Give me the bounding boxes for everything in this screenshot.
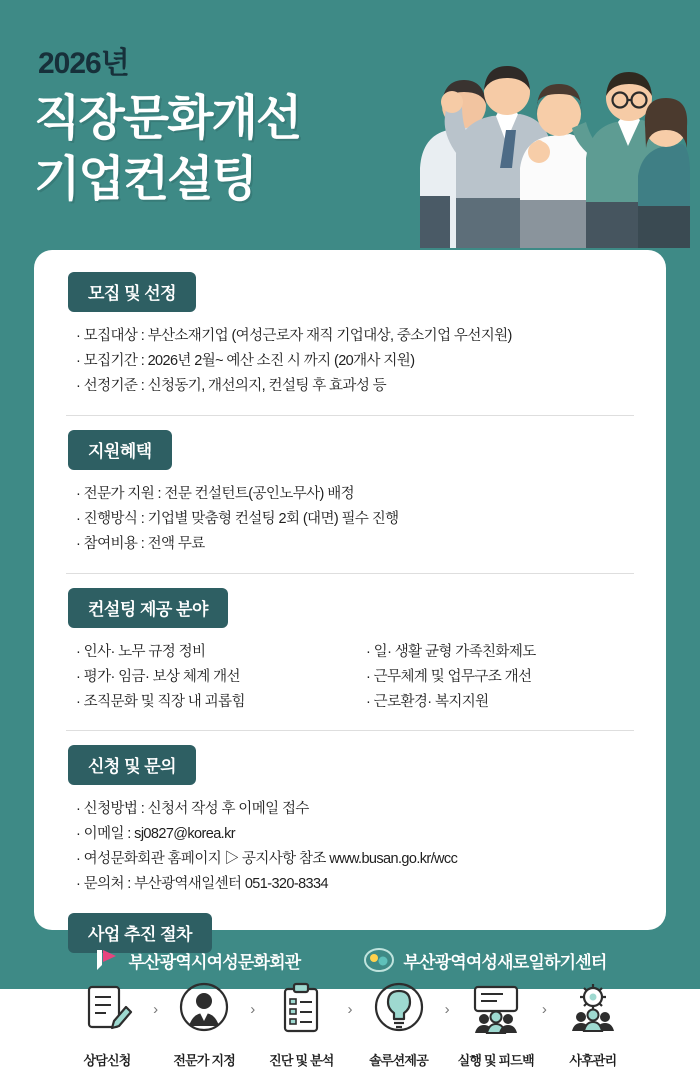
- gear-people-icon: [564, 981, 622, 1037]
- process-step-label: 상담신청: [83, 1053, 131, 1069]
- website-line: · 여성문화회관 홈페이지 ▷ 공지사항 참조 www.busan.go.kr/wcc: [76, 851, 458, 868]
- consulting-fields-left-column: [76, 640, 338, 715]
- section-title-apply-contact: 신청 및 문의: [68, 745, 196, 785]
- expert-person-icon: [175, 981, 233, 1037]
- process-step-5: [453, 981, 539, 1069]
- footer-logo-1: [94, 948, 301, 973]
- poster-year: 2026년: [38, 47, 129, 80]
- process-step-6: [550, 981, 636, 1069]
- text-line: · 진행방식 : 기업별 맞춤형 컨설팅 2회 (대면) 필수 진행: [76, 510, 399, 527]
- text-line: · 평가· 임금· 보상 체계 개선: [76, 668, 240, 685]
- busan-womens-culture-center-logo: [94, 948, 120, 972]
- process-step-label: 진단 및 분석: [269, 1053, 334, 1069]
- text-line: · 일· 생활 균형 가족친화제도: [366, 643, 536, 660]
- process-arrow: ›: [541, 1001, 547, 1019]
- text-line: · 참여비용 : 전액 무료: [76, 535, 205, 552]
- process-step-1: [64, 981, 150, 1069]
- poster-header: [0, 0, 700, 248]
- section-title-recruitment: 모집 및 선정: [68, 272, 196, 312]
- process-step-4: [356, 981, 442, 1069]
- text-line: · 근무체계 및 업무구조 개선: [366, 668, 532, 685]
- section-body-benefits: [62, 482, 638, 567]
- poster-title-line1: 직장문화개선: [34, 92, 301, 145]
- email-line: · 이메일 : sj0827@korea.kr: [76, 826, 235, 843]
- clipboard-check-icon: [272, 981, 330, 1037]
- process-arrow: ›: [347, 1001, 353, 1019]
- footer-logo-2: [364, 947, 606, 973]
- text-line: · 조직문화 및 직장 내 괴롭힘: [76, 693, 245, 710]
- process-arrow: ›: [444, 1001, 450, 1019]
- process-step-3: [258, 981, 344, 1069]
- phone-line: · 문의처 : 부산광역새일센터 051-320-8334: [76, 876, 328, 893]
- presentation-team-icon: [467, 981, 525, 1037]
- saeil-center-logo: [364, 947, 394, 973]
- section-body-apply-contact: [62, 797, 638, 907]
- lightbulb-idea-icon: [370, 981, 428, 1037]
- text-line: · 신청방법 : 신청서 작성 후 이메일 접수: [76, 801, 309, 818]
- text-line: · 전문가 지원 : 전문 컨설턴트(공인노무사) 배정: [76, 485, 355, 502]
- process-step-label: 사후관리: [569, 1053, 617, 1069]
- process-step-label: 솔루션제공: [369, 1053, 428, 1069]
- section-recruitment: [62, 272, 638, 409]
- section-body-recruitment: [62, 324, 638, 409]
- footer-logo-text: 부산광역여성새로일하기센터: [403, 952, 607, 972]
- section-consulting-fields: [62, 588, 638, 725]
- section-title-process: 사업 추진 절차: [68, 913, 212, 953]
- section-title-benefits: 지원혜택: [68, 430, 172, 470]
- text-line: · 선정기준 : 신청동기, 개선의지, 컨설팅 후 효과성 등: [76, 377, 387, 394]
- people-illustration: [400, 18, 690, 248]
- document-pencil-icon: [78, 981, 136, 1037]
- text-line: · 인사· 노무 규정 정비: [76, 643, 206, 660]
- text-line: · 근로환경· 복지지원: [366, 693, 489, 710]
- poster-footer: [0, 931, 700, 989]
- text-line: · 모집기간 : 2026년 2월~ 예산 소진 시 까지 (20개사 지원): [76, 352, 415, 369]
- section-body-consulting-fields: [62, 640, 638, 725]
- section-title-consulting-fields: 컨설팅 제공 분야: [68, 588, 228, 628]
- divider: [66, 415, 634, 416]
- consulting-fields-right-column: [338, 640, 628, 715]
- section-benefits: [62, 430, 638, 567]
- poster-title-line2: 기업컨설팅: [34, 153, 256, 207]
- process-step-label: 실행 및 피드백: [457, 1053, 534, 1069]
- section-apply-contact: [62, 745, 638, 907]
- process-arrow: ›: [250, 1001, 256, 1019]
- text-line: · 모집대상 : 부산소재기업 (여성근로자 재직 기업대상, 중소기업 우선지원): [76, 328, 512, 344]
- divider: [66, 573, 634, 574]
- process-arrow: ›: [153, 1001, 159, 1019]
- process-step-label: 전문가 지정: [173, 1053, 235, 1069]
- footer-logo-text: 부산광역시여성문화회관: [128, 952, 301, 972]
- divider: [66, 730, 634, 731]
- process-step-2: [161, 981, 247, 1069]
